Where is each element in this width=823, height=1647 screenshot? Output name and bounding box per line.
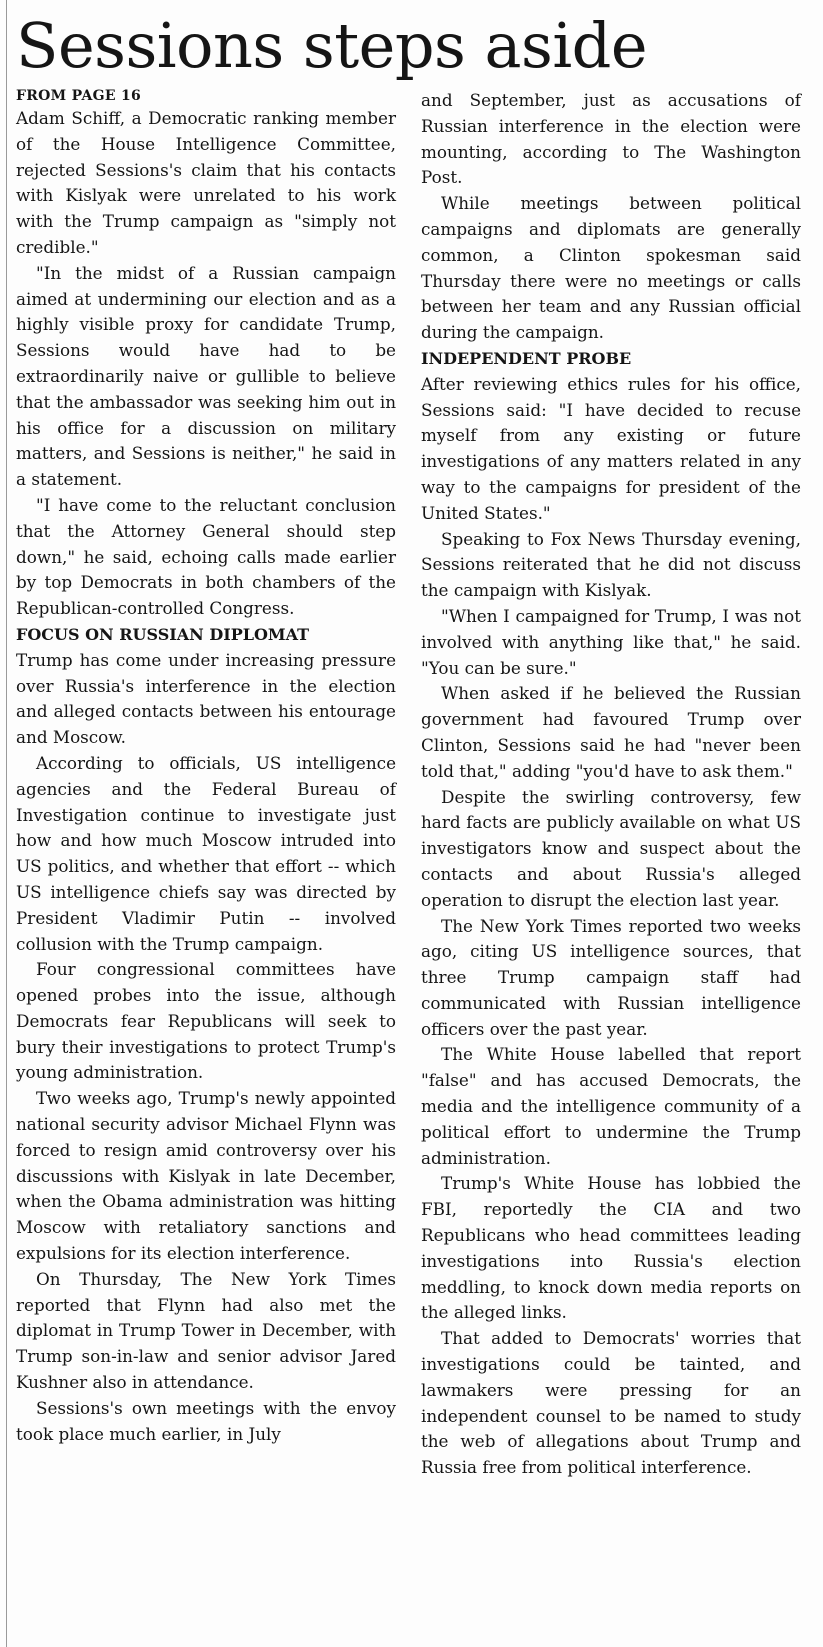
left-column-body [16,106,396,1447]
section-subhead: FOCUS ON RUSSIAN DIPLOMAT [16,624,310,644]
article-paragraph: "When I campaigned for Trump, I was not involved with anything like that," he said. "You can be sure." [421,605,801,678]
article-paragraph: Adam Schiff, a Democratic ranking member of the House Intelligence Committee, rejected Sessions's claim that his contacts with Kislyak were unrelated to his work with the Trump campaign as "simply not credible." [16,108,396,257]
article-paragraph: "I have come to the reluctant conclusion that the Attorney General should step down," he said, echoing calls made earlier by top Democrats in both chambers of the Republican-controlled Congress. [16,494,396,619]
article-paragraph: Speaking to Fox News Thursday evening, Sessions reiterated that he did not discuss the campaign with Kislyak. [421,528,801,601]
article-paragraph: Despite the swirling controversy, few hard facts are publicly available on what US investigators know and suspect about the contacts and about Russia's alleged operation to disrupt the election last year. [421,786,801,910]
column-rule [6,0,7,1647]
article-paragraph: That added to Democrats' worries that investigations could be tainted, and lawmakers were pressing for an independent counsel to be named to study the web of allegations about Trump and Russia free from political interference. [421,1328,801,1478]
right-column [421,88,801,1481]
article-paragraph: On Thursday, The New York Times reported that Flynn had also met the diplomat in Trump Tower in December, with Trump son-in-law and senior advisor Jared Kushner also in attendance. [16,1268,396,1393]
right-column-body [421,88,801,1481]
article-paragraph: While meetings between political campaigns and diplomats are generally common, a Clinton spokesman said Thursday there were no meetings or calls between her team and any Russian official during the campaign. [421,193,801,343]
article-paragraph: Trump has come under increasing pressure over Russia's interference in the election and alleged contacts between his entourage and Moscow. [16,649,396,748]
article-paragraph: The New York Times reported two weeks ago, citing US intelligence sources, that three Trump campaign staff had communicated with Russian intelligence officers over the past year. [421,915,801,1039]
article-paragraph: "In the midst of a Russian campaign aimed at undermining our election and as a highly visible proxy for candidate Trump, Sessions would have had to be extraordinarily naive or gullible to believe that the ambassador was seeking him out in his office for a discussion on military matters, and Sessions is neither," he said in a statement. [16,262,396,490]
article-paragraph: After reviewing ethics rules for his office, Sessions said: "I have decided to recuse myself from any existing or future investigations of any matters related in any way to the campaigns for president of the United States." [421,373,801,523]
left-column [16,88,396,1447]
article-paragraph: When asked if he believed the Russian government had favoured Trump over Clinton, Sessions said he had "never been told that," adding "you'd have to ask them." [421,683,801,781]
article-paragraph: Four congressional committees have opened probes into the issue, although Democrats fear Republicans will seek to bury their investigations to protect Trump's young administration. [16,959,396,1083]
article-paragraph: Sessions's own meetings with the envoy took place much earlier, in July [16,1397,396,1444]
jump-line: FROM PAGE 16 [16,88,142,104]
section-subhead: INDEPENDENT PROBE [421,348,632,368]
headline: Sessions steps aside [16,9,648,82]
article-paragraph: According to officials, US intelligence agencies and the Federal Bureau of Investigation continue to investigate just how and how much Moscow intruded into US politics, and whether that effort -- which US intelligence chiefs say was directed by President Vladimir Putin -- involved collusion with the Trump campaign. [16,752,396,954]
article-paragraph: Two weeks ago, Trump's newly appointed national security advisor Michael Flynn was forced to resign amid controversy over his discussions with Kislyak in late December, when the Obama administration was hitting Moscow with retaliatory sanctions and expulsions for its election interference. [16,1088,396,1264]
article-paragraph: Trump's White House has lobbied the FBI, reportedly the CIA and two Republicans who head committees leading investigations into Russia's election meddling, to knock down media reports on the alleged links. [421,1173,801,1323]
article-paragraph: and September, just as accusations of Russian interference in the election were mounting, according to The Washington Post. [421,90,801,188]
article-paragraph: The White House labelled that report "false" and has accused Democrats, the media and the intelligence community of a political effort to undermine the Trump administration. [421,1044,801,1168]
